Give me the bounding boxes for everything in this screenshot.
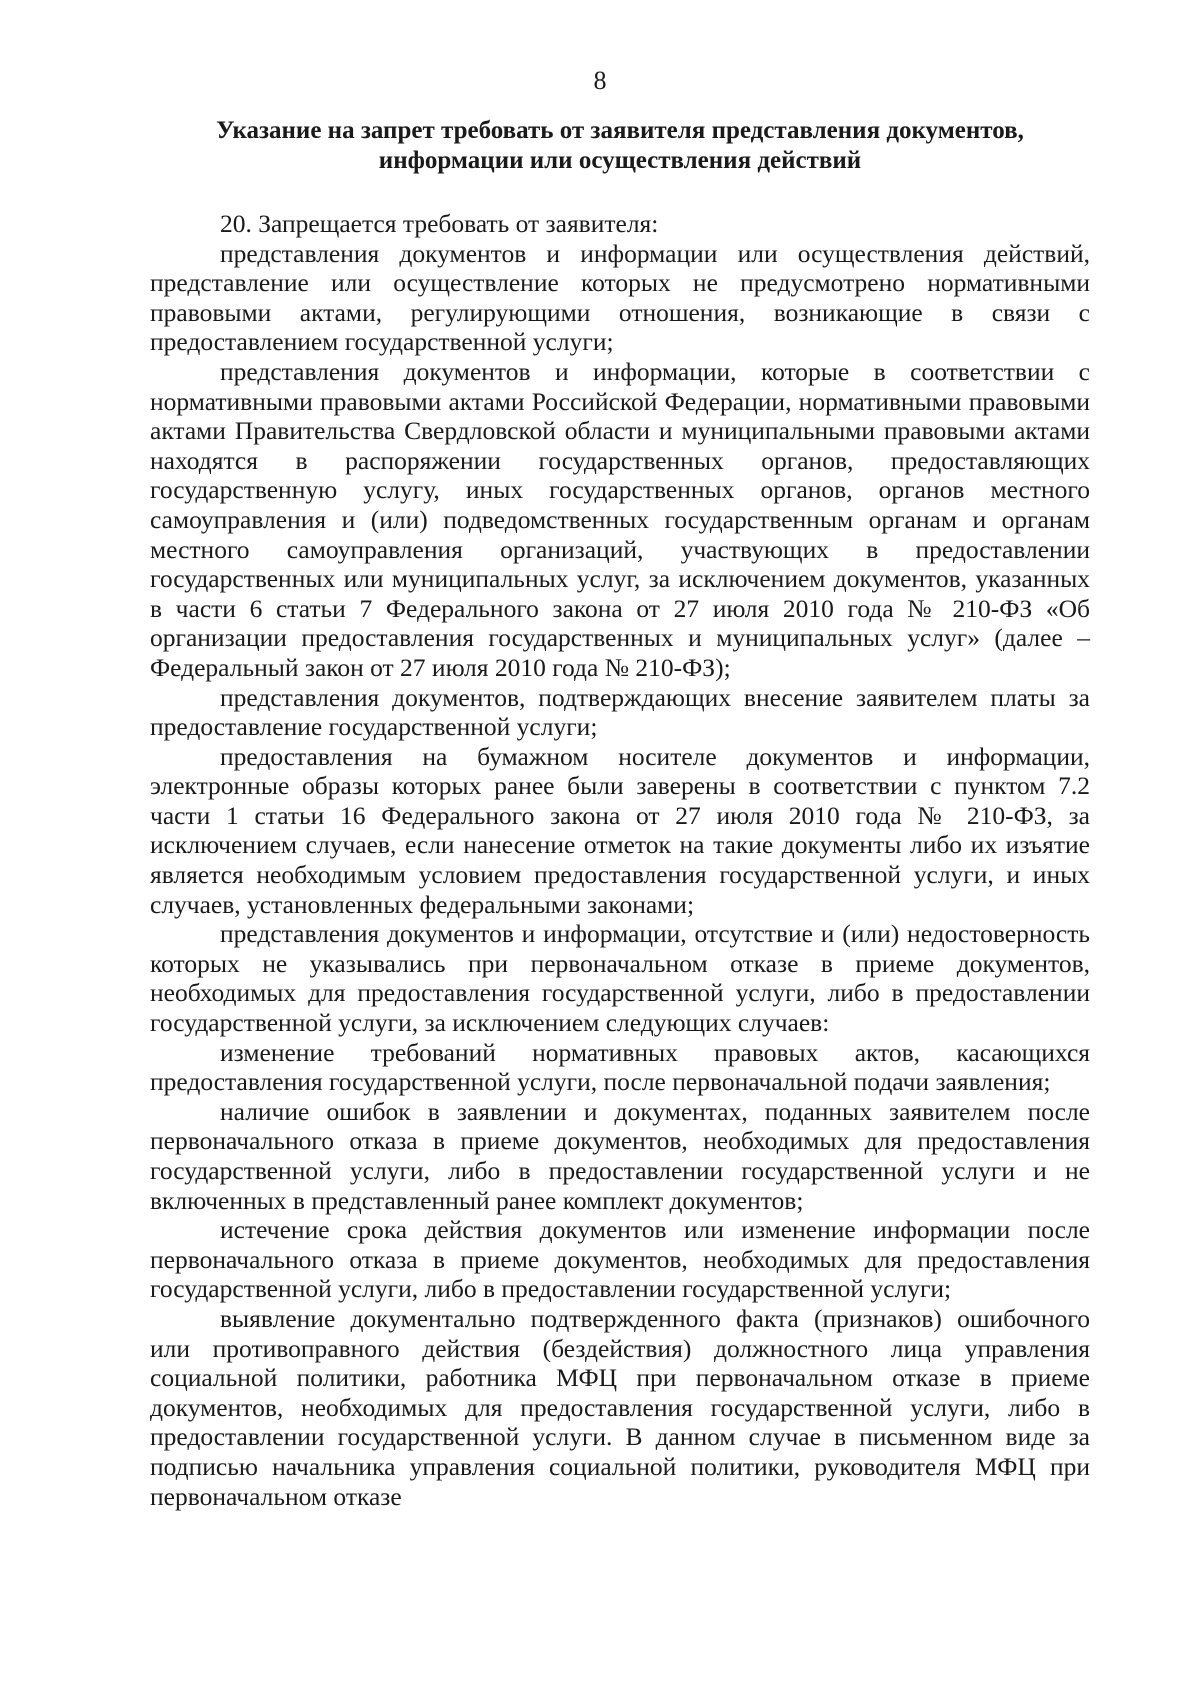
- paragraph-prohibition-fee-proof: представления документов, подтверждающих внесение заявителем платы за предоставление государственной услуги;: [150, 682, 1090, 742]
- paragraph-exception-expiry: истечение срока действия документов или изменение информации после первоначального отказа в приеме документов, необходимых для предоставления государственной услуги, либо в предоставлении государственной услуги;: [150, 1215, 1090, 1304]
- paragraph-prohibition-paper-copies: предоставления на бумажном носителе документов и информации, электронные образы которых ранее были заверены в соответствии с пунктом 7.2 части 1 статьи 16 Федерального закона от 27 июля 2010 года № 210-ФЗ, за исключением случаев, если нанесение отметок на такие документы либо их изъятие является необходимым условием предоставления государственной услуги, и иных случаев, установленных федеральными законами;: [150, 741, 1090, 919]
- document-body: [150, 209, 1090, 1511]
- paragraph-exception-law-change: изменение требований нормативных правовых актов, касающихся предоставления государственной услуги, после первоначальной подачи заявления;: [150, 1037, 1090, 1097]
- heading-line-1: Указание на запрет требовать от заявителя представления документов,: [216, 117, 1024, 144]
- heading-line-2: информации или осуществления действий: [378, 147, 862, 174]
- paragraph-exception-errors: наличие ошибок в заявлении и документах, поданных заявителем после первоначального отказа в приеме документов, необходимых для предоставления государственной услуги, либо в предоставлении государственной услуги и не включенных в представленный ранее комплект документов;: [150, 1096, 1090, 1215]
- paragraph-prohibition-not-indicated: представления документов и информации, отсутствие и (или) недостоверность которых не указывались при первоначальном отказе в приеме документов, необходимых для предоставления государственной услуги, либо в предоставлении государственной услуги, за исключением следующих случаев:: [150, 919, 1090, 1038]
- paragraph-prohibition-unregulated: представления документов и информации или осуществления действий, представление или осуществление которых не предусмотрено нормативными правовыми актами, регулирующими отношения, возникающие в связи с предоставлением государственной услуги;: [150, 238, 1090, 357]
- page-number: 8: [593, 66, 607, 95]
- paragraph-exception-official-error: выявление документально подтвержденного факта (признаков) ошибочного или противоправного действия (бездействия) должностного лица управления социальной политики, работника МФЦ при первоначальном отказе в приеме документов, необходимых для предоставления государственной услуги, либо в предоставлении государственной услуги. В данном случае в письменном виде за подписью начальника управления социальной политики, руководителя МФЦ при первоначальном отказе: [150, 1303, 1090, 1511]
- paragraph-item-20: 20. Запрещается требовать от заявителя:: [220, 209, 659, 238]
- paragraph-prohibition-held-by-agencies: представления документов и информации, которые в соответствии с нормативными правовыми актами Российской Федерации, нормативными правовыми актами Правительства Свердловской области и муниципальными правовыми актами находятся в распоряжении государственных органов, предоставляющих государственную услугу, иных государственных органов, органов местного самоуправления и (или) подведомственных государственным органам и органам местного самоуправления организаций, участвующих в предоставлении государственных или муниципальных услуг, за исключением документов, указанных в части 6 статьи 7 Федерального закона от 27 июля 2010 года № 210-ФЗ «Об организации предоставления государственных и муниципальных услуг» (далее – Федеральный закон от 27 июля 2010 года № 210-ФЗ);: [150, 356, 1090, 682]
- section-heading: [150, 116, 1090, 176]
